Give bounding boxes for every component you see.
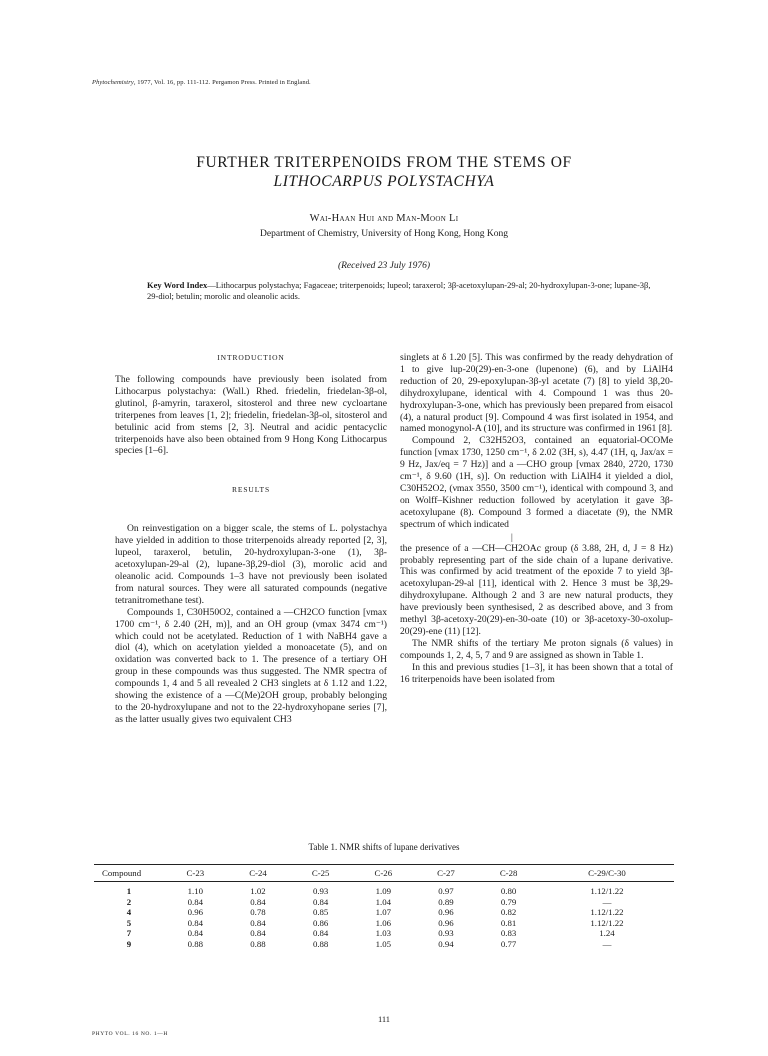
affiliation: Department of Chemistry, University of Hong Kong, Hong Kong	[260, 229, 508, 239]
compound-cell: 2	[126, 896, 132, 907]
table-header-cell: Compound	[94, 865, 164, 882]
article-title-line-1: FURTHER TRITERPENOIDS FROM THE STEMS OF	[196, 154, 572, 171]
table-header-cell: C-29/C-30	[540, 865, 674, 882]
table-row	[94, 882, 674, 897]
table-header-cell: C-26	[352, 865, 415, 882]
journal-citation	[92, 79, 311, 86]
table-cell: 1.12/1.22	[590, 917, 624, 928]
keyword-text: —Lithocarpus polystachya; Fagaceae; triterpenoids; lupeol; taraxerol; 3β-acetoxylupan-29-al; 20-hydroxylupan-3-one; lupane-3β, 29-diol; betulin; morolic and oleanolic acids.	[147, 280, 651, 301]
received-date: (Received 23 July 1976)	[337, 261, 431, 271]
table-cell: 0.84	[187, 917, 204, 928]
table-cell: 0.80	[500, 886, 517, 896]
left-column	[115, 352, 387, 726]
table-cell: 0.89	[438, 896, 454, 907]
table-cell: —	[602, 938, 612, 949]
results-paragraph-2: Compounds 1, C30H50O2, contained a —CH2CO function [νmax 1700 cm⁻¹, δ 2.40 (2H, m)], and an OH group (νmax 3474 cm⁻¹) which could not be acetylated. Reduction of 1 with NaBH4 gave a diol (4), which on acetylation yielded a monoacetate (5), and on oxidation was converted back to 1. The presence of a tertiary OH group in these compounds was thus suggested. The NMR spectra of compounds 1, 4 and 5 all revealed 2 CH3 singlets at δ 1.12 and 1.22, showing the existence of a —C(Me)2OH group, probably belonging to the 20-hydroxylupane and not to the 22-hydroxyhopane series [7], as the latter usually gives two equivalent CH3	[115, 606, 387, 725]
table-cell: 1.24	[599, 928, 615, 939]
table-row	[94, 897, 674, 908]
table-cell: 0.93	[312, 886, 329, 896]
table-cell: 0.96	[187, 907, 204, 918]
table-row	[94, 918, 674, 929]
table-cell: 0.84	[187, 896, 204, 907]
table-cell: 1.09	[375, 886, 391, 896]
compound-cell: 5	[126, 917, 132, 928]
keyword-label: Key Word Index	[147, 280, 208, 290]
table-cell: 1.04	[375, 896, 391, 907]
table-header-row	[94, 865, 674, 882]
table-cell: 0.81	[500, 917, 517, 928]
table-cell: 0.84	[250, 928, 266, 939]
table-cell: 1.05	[375, 938, 391, 949]
right-paragraph-2: Compound 2, C32H52O3, contained an equatorial-OCOMe function [νmax 1730, 1250 cm⁻¹, δ 2.02 (3H, s), 4.47 (1H, q, Jax/ax = 9 Hz, Jax/eq = 7 Hz)] and a —CHO group [νmax 2840, 2720, 1730 cm⁻¹, δ 9.60 (1H, s)]. On reduction with LiAlH4 it yielded a diol, C30H52O2, (νmax 3550, 3500 cm⁻¹), identical with compound 3, and on Wolff–Kishner reduction followed by acetylation it gave 3β-acetoxylupane (8). Compound 3 formed a diacetate (9), the NMR spectrum of which indicated	[400, 435, 673, 530]
table-cell: 0.84	[187, 928, 204, 939]
table-cell: 0.97	[438, 886, 454, 896]
table-cell: 0.88	[250, 938, 266, 949]
table-cell: 0.93	[438, 928, 454, 939]
keyword-index	[147, 280, 653, 302]
table-cell: 1.12/1.22	[590, 886, 624, 896]
right-column	[400, 352, 673, 685]
compound-cell: 7	[126, 928, 132, 939]
introduction-heading: INTRODUCTION	[217, 353, 285, 362]
right-paragraph-5: In this and previous studies [1–3], it has been shown that a total of 16 triterpenoids have been isolated from	[400, 661, 673, 685]
table-cell: 0.79	[500, 896, 517, 907]
page-number: 111	[377, 1014, 391, 1024]
table-cell: 1.10	[187, 886, 204, 896]
table-cell: 0.96	[438, 907, 454, 918]
table-cell: 1.02	[250, 886, 266, 896]
journal-name: Phytochemistry	[92, 79, 134, 86]
compound-cell: 4	[126, 907, 132, 918]
compound-cell: 9	[126, 938, 132, 949]
table-cell: 0.84	[250, 896, 266, 907]
table-cell: 0.96	[438, 917, 454, 928]
page-footer: PHYTO VOL. 16 NO. 1—H	[92, 1031, 168, 1037]
table-header-cell: C-27	[415, 865, 478, 882]
results-heading: RESULTS	[231, 485, 271, 495]
table-header-cell: C-23	[164, 865, 227, 882]
table-cell: 0.84	[312, 928, 329, 939]
table-cell: 0.84	[312, 896, 329, 907]
table-header-cell: C-25	[289, 865, 352, 882]
nmr-table	[94, 864, 674, 950]
article-title-line-2: LITHOCARPUS POLYSTACHYA	[273, 173, 495, 190]
table-caption: Table 1. NMR shifts of lupane derivatives	[308, 842, 460, 852]
introduction-paragraph: The following compounds have previously been isolated from Lithocarpus polystachya: (Wall.) Rhed. friedelin, friedelan-3β-ol, glutinol, β-amyrin, taraxerol, sitosterol and three new cycloartane triterpenes from leaves [1, 2]; friedelin, friedelan-3β-ol, sitosterol and betulinic acid from stems [2, 3]. Neutral and acidic pentacyclic triterpenoids have also been obtained from 9 Hong Kong Lithocarpus species [1–6].	[115, 374, 387, 457]
results-paragraph-1: On reinvestigation on a bigger scale, the stems of L. polystachya have yielded in addition to those triterpenoids already reported [2, 3], lupeol, taraxerol, betulin, 20-hydroxylupan-3-one (1), 3β-acetoxylupan-29-al (2), lupane-3β,29-diol (3), morolic acid and oleanolic acid. Compounds 1–3 have not previously been isolated from natural sources. They were all saturated compounds (negative tetranitromethane test).	[115, 523, 387, 606]
table-cell: 0.85	[312, 907, 329, 918]
table-cell: 0.78	[250, 907, 266, 918]
compound-cell: 1	[126, 886, 132, 896]
table-header-cell: C-28	[477, 865, 540, 882]
table-cell: 1.06	[375, 917, 391, 928]
right-paragraph-3: the presence of a —CH—CH2OAc group (δ 3.88, 2H, d, J = 8 Hz) probably representing part of the side chain of a lupane derivative. This was confirmed by acid treatment of the epoxide 7 to yield 3β-acetoxylupan-29-al [11], identical with 2. Hence 3 must be 3β,29-dihydroxylupane. Although 2 and 3 are new natural products, they have previously been synthesised, 2 as described above, and 3 from methyl 3β-acetoxy-20(29)-en-30-oate (10) or 3β-acetoxy-30-oxolup-20(29)-ene (11) [12].	[400, 542, 673, 637]
table-cell: 0.82	[500, 907, 517, 918]
table-header-cell: C-24	[227, 865, 290, 882]
table-cell: 1.12/1.22	[590, 907, 624, 918]
table-cell: 0.83	[500, 928, 517, 939]
table-cell: 0.88	[187, 938, 204, 949]
table-cell: 0.77	[500, 938, 517, 949]
right-paragraph-4: The NMR shifts of the tertiary Me proton signals (δ values) in compounds 1, 2, 4, 5, 7 and 9 are assigned as shown in Table 1.	[400, 637, 673, 661]
table-cell: 0.84	[250, 917, 266, 928]
table-cell: 1.03	[375, 928, 391, 939]
table-row	[94, 907, 674, 918]
authors: Wai-Haan Hui and Man-Moon Li	[309, 213, 459, 224]
table-row	[94, 928, 674, 939]
right-paragraph-1: singlets at δ 1.20 [5]. This was confirmed by the ready dehydration of 1 to give lup-20(29)-en-3-one (lupenone) (6), and by LiAlH4 reduction of 20, 29-epoxylupan-3β-yl acetate (7) [8] to yield 3β,20-dihydroxylupane, identical with 4. Compound 1 was thus 20-hydroxylupan-3-one, which has previously been prepared from eisacol (4), a natural product [9]. Compound 4 was first isolated in 1954, and named monogynol-A (10], and its structure was confirmed in 1961 [8].	[400, 352, 673, 435]
journal-volume-info: , 1977, Vol. 16, pp. 111-112. Pergamon Press. Printed in England.	[133, 79, 311, 86]
table-cell: 0.86	[312, 917, 329, 928]
table-row	[94, 939, 674, 950]
table-cell: 0.94	[438, 938, 454, 949]
table-cell: 1.07	[375, 907, 391, 918]
table-cell: 0.88	[312, 938, 329, 949]
structure-bond-mark: |	[511, 531, 513, 542]
table-cell: —	[602, 896, 612, 907]
